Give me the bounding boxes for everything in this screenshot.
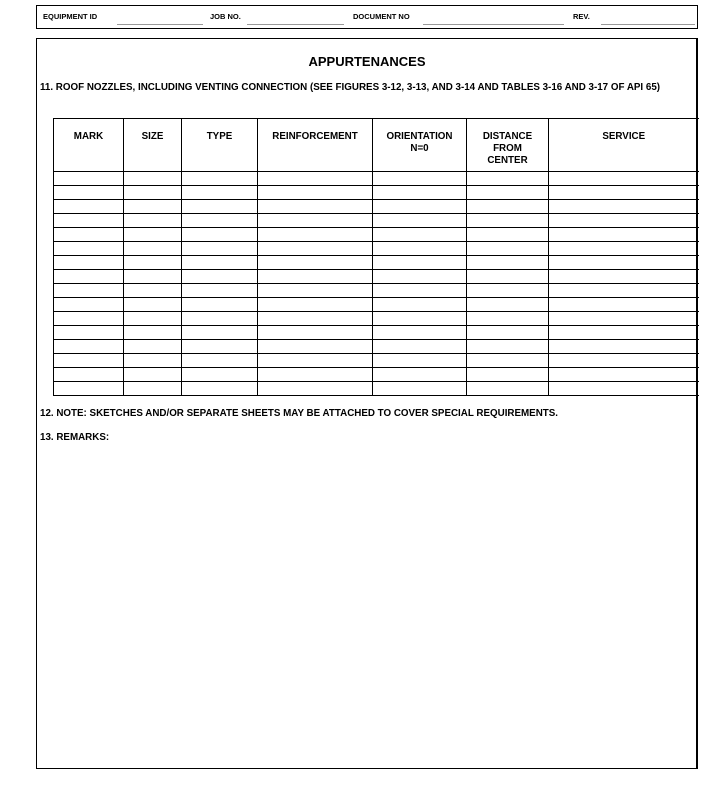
table-cell[interactable] [258, 228, 373, 242]
table-cell[interactable] [373, 298, 467, 312]
table-cell[interactable] [124, 312, 182, 326]
table-cell[interactable] [373, 242, 467, 256]
table-cell[interactable] [54, 284, 124, 298]
table-cell[interactable] [54, 340, 124, 354]
column-header: DISTANCE FROM CENTER [467, 119, 549, 172]
table-cell[interactable] [549, 284, 699, 298]
document-no-field[interactable] [423, 24, 564, 25]
table-cell[interactable] [467, 256, 549, 270]
table-cell[interactable] [373, 284, 467, 298]
table-cell[interactable] [182, 326, 258, 340]
table-cell[interactable] [549, 298, 699, 312]
table-cell[interactable] [124, 368, 182, 382]
table-cell[interactable] [549, 340, 699, 354]
table-row [54, 312, 699, 326]
table-cell[interactable] [124, 214, 182, 228]
table-cell[interactable] [182, 284, 258, 298]
table-cell[interactable] [258, 326, 373, 340]
table-cell[interactable] [467, 340, 549, 354]
table-cell[interactable] [54, 228, 124, 242]
table-cell[interactable] [467, 298, 549, 312]
table-cell[interactable] [258, 256, 373, 270]
table-cell[interactable] [549, 256, 699, 270]
table-cell[interactable] [373, 312, 467, 326]
table-cell[interactable] [373, 186, 467, 200]
table-cell[interactable] [258, 382, 373, 396]
table-cell[interactable] [54, 270, 124, 284]
table-cell[interactable] [373, 228, 467, 242]
table-cell[interactable] [258, 298, 373, 312]
column-header: TYPE [182, 119, 258, 172]
table-cell[interactable] [373, 354, 467, 368]
table-cell[interactable] [258, 214, 373, 228]
table-cell[interactable] [258, 270, 373, 284]
table-cell[interactable] [549, 368, 699, 382]
table-cell[interactable] [124, 256, 182, 270]
table-cell[interactable] [124, 172, 182, 186]
table-cell[interactable] [54, 256, 124, 270]
table-cell[interactable] [124, 298, 182, 312]
table-cell[interactable] [373, 326, 467, 340]
table-cell[interactable] [467, 270, 549, 284]
table-cell[interactable] [182, 256, 258, 270]
section-12-note: 12. NOTE: SKETCHES AND/OR SEPARATE SHEETS MAY BE ATTACHED TO COVER SPECIAL REQUIREMENTS. [40, 408, 559, 419]
table-cell[interactable] [54, 242, 124, 256]
table-cell[interactable] [258, 340, 373, 354]
table-cell[interactable] [467, 172, 549, 186]
table-cell[interactable] [182, 214, 258, 228]
table-cell[interactable] [258, 284, 373, 298]
table-cell[interactable] [124, 326, 182, 340]
table-cell[interactable] [124, 354, 182, 368]
document-no-label: DOCUMENT NO [353, 12, 410, 21]
table-cell[interactable] [258, 312, 373, 326]
table-cell[interactable] [467, 242, 549, 256]
table-cell[interactable] [549, 326, 699, 340]
table-cell[interactable] [54, 354, 124, 368]
table-cell[interactable] [549, 382, 699, 396]
table-row [54, 340, 699, 354]
table-cell[interactable] [258, 172, 373, 186]
table-cell[interactable] [54, 298, 124, 312]
table-row [54, 270, 699, 284]
page-title: APPURTENANCES [308, 54, 426, 69]
table-cell[interactable] [373, 340, 467, 354]
table-cell[interactable] [467, 326, 549, 340]
table-cell[interactable] [124, 270, 182, 284]
table-cell[interactable] [124, 200, 182, 214]
table-cell[interactable] [549, 172, 699, 186]
table-cell[interactable] [373, 368, 467, 382]
table-row [54, 214, 699, 228]
table-cell[interactable] [373, 256, 467, 270]
table-cell[interactable] [467, 186, 549, 200]
section-11-heading: 11. ROOF NOZZLES, INCLUDING VENTING CONNECTION (SEE FIGURES 3-12, 3-13, AND 3-14 AND TABLES 3-16 AND 3-17 OF API 65) [40, 82, 661, 93]
table-cell[interactable] [467, 354, 549, 368]
table-cell[interactable] [258, 354, 373, 368]
table-row [54, 326, 699, 340]
table-row [54, 284, 699, 298]
table-cell[interactable] [182, 368, 258, 382]
table-row [54, 256, 699, 270]
table-cell[interactable] [54, 312, 124, 326]
table-row [54, 228, 699, 242]
table-cell[interactable] [54, 186, 124, 200]
table-cell[interactable] [182, 228, 258, 242]
table-row [54, 242, 699, 256]
table-cell[interactable] [124, 382, 182, 396]
rev-field[interactable] [601, 24, 695, 25]
table-cell[interactable] [467, 214, 549, 228]
table-cell[interactable] [124, 340, 182, 354]
table-cell[interactable] [124, 186, 182, 200]
table-cell[interactable] [373, 382, 467, 396]
equipment-id-field[interactable] [117, 24, 203, 25]
header-bar [36, 5, 698, 29]
table-row [54, 200, 699, 214]
table-cell[interactable] [258, 186, 373, 200]
table-cell[interactable] [182, 298, 258, 312]
job-no-label: JOB NO. [210, 12, 241, 21]
table-cell[interactable] [182, 382, 258, 396]
column-header: REINFORCEMENT [258, 119, 373, 172]
table-cell[interactable] [124, 242, 182, 256]
table-cell[interactable] [54, 326, 124, 340]
column-header: ORIENTATION N=0 [373, 119, 467, 172]
table-header-row [54, 119, 699, 172]
table-cell[interactable] [373, 270, 467, 284]
table-cell[interactable] [182, 270, 258, 284]
table-cell[interactable] [467, 284, 549, 298]
table-cell[interactable] [182, 242, 258, 256]
table-cell[interactable] [182, 354, 258, 368]
table-body [54, 172, 699, 396]
table-cell[interactable] [467, 200, 549, 214]
table-cell[interactable] [182, 312, 258, 326]
table-cell[interactable] [467, 228, 549, 242]
table-cell[interactable] [467, 312, 549, 326]
equipment-id-label: EQUIPMENT ID [43, 12, 98, 21]
table-cell[interactable] [467, 368, 549, 382]
table-cell[interactable] [549, 200, 699, 214]
table-cell[interactable] [124, 228, 182, 242]
table-row [54, 298, 699, 312]
table-row [54, 354, 699, 368]
table-cell[interactable] [258, 242, 373, 256]
table-cell[interactable] [549, 214, 699, 228]
table-row [54, 172, 699, 186]
column-header: SERVICE [549, 119, 699, 172]
table-cell[interactable] [549, 186, 699, 200]
table-cell[interactable] [373, 200, 467, 214]
table-cell[interactable] [467, 382, 549, 396]
table-cell[interactable] [549, 312, 699, 326]
table-cell[interactable] [373, 172, 467, 186]
table-cell[interactable] [54, 382, 124, 396]
table-cell[interactable] [549, 354, 699, 368]
table-cell[interactable] [549, 242, 699, 256]
table-cell[interactable] [124, 284, 182, 298]
column-header: MARK [54, 119, 124, 172]
table-cell[interactable] [182, 200, 258, 214]
roof-nozzle-table [53, 118, 699, 396]
job-no-field[interactable] [247, 24, 344, 25]
table-cell[interactable] [182, 186, 258, 200]
table-cell[interactable] [54, 172, 124, 186]
table-cell[interactable] [182, 172, 258, 186]
table-cell[interactable] [54, 214, 124, 228]
table-cell[interactable] [549, 228, 699, 242]
table-row [54, 368, 699, 382]
table-cell[interactable] [549, 270, 699, 284]
table-row [54, 186, 699, 200]
rev-label: REV. [573, 12, 590, 21]
table-cell[interactable] [54, 368, 124, 382]
table-cell[interactable] [373, 214, 467, 228]
table-row [54, 382, 699, 396]
table-cell[interactable] [182, 340, 258, 354]
table-cell[interactable] [258, 368, 373, 382]
section-13-remarks-label: 13. REMARKS: [40, 432, 110, 443]
column-header: SIZE [124, 119, 182, 172]
table-cell[interactable] [54, 200, 124, 214]
table-cell[interactable] [258, 200, 373, 214]
